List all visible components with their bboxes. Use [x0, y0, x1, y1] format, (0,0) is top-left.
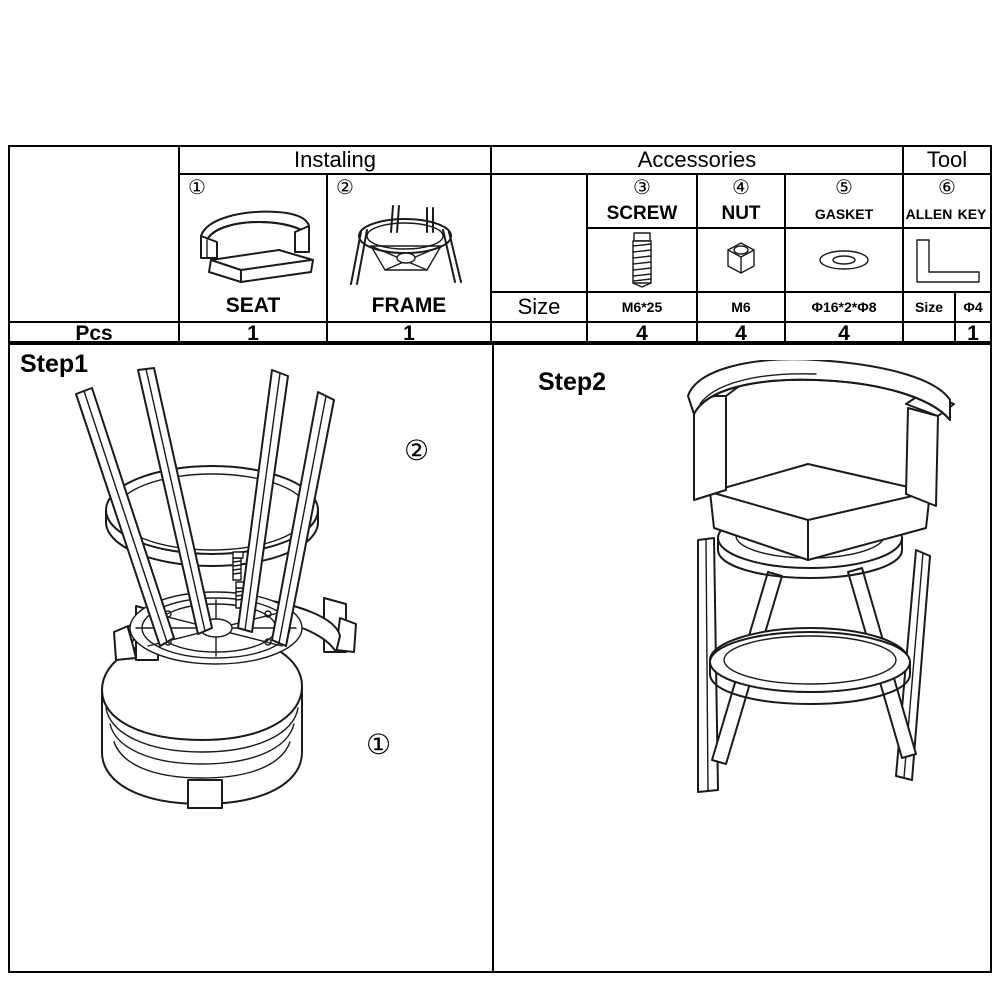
accessory-index-1: ③ — [588, 175, 698, 201]
allen-key-cell — [904, 229, 990, 291]
size-label: Size — [492, 291, 588, 321]
tool-size-value: Φ4 — [956, 291, 990, 321]
accessory-name-3: GASKET — [786, 201, 904, 229]
step1-label: Step1 — [20, 350, 89, 378]
tool-qty: 1 — [956, 321, 990, 345]
tool-header: Tool — [904, 147, 990, 175]
accessories-qty-blank — [492, 321, 588, 345]
screw-cell — [588, 229, 698, 291]
nut-cell — [698, 229, 786, 291]
accessory-index-2: ④ — [698, 175, 786, 201]
step-divider-vertical — [492, 343, 494, 973]
gasket-icon — [816, 245, 872, 275]
pcs-label: Pcs — [10, 321, 180, 345]
accessory-index-3: ⑤ — [786, 175, 904, 201]
nut-icon — [720, 238, 762, 282]
installing-left-blank — [10, 175, 180, 321]
step2-label: Step2 — [538, 368, 607, 396]
accessory-qty-1: 4 — [588, 321, 698, 345]
step1-marker-seat: ① — [366, 729, 392, 760]
step1-marker-frame: ② — [404, 435, 430, 466]
screw-icon — [622, 231, 662, 289]
accessories-left-border — [492, 175, 588, 291]
accessories-header: Accessories — [492, 147, 904, 175]
part-name-1: SEAT — [180, 291, 328, 321]
frame-icon — [331, 202, 487, 290]
seat-part-cell — [180, 201, 328, 291]
accessory-name-2: NUT — [698, 201, 786, 229]
tool-name-allen: ALLEN — [904, 201, 954, 229]
installing-header: Instaling — [180, 147, 492, 175]
part-index-2: ② — [328, 175, 492, 201]
seat-icon — [183, 202, 323, 290]
part-name-2: FRAME — [328, 291, 492, 321]
step-divider-horizontal — [8, 343, 992, 345]
step1-illustration — [40, 360, 480, 820]
part-index-1: ① — [180, 175, 328, 201]
accessory-qty-2: 4 — [698, 321, 786, 345]
table-corner-blank — [10, 147, 180, 175]
step2-illustration — [510, 360, 980, 830]
part-pcs-1: 1 — [180, 321, 328, 345]
frame-part-cell — [328, 201, 492, 291]
allen-key-icon — [907, 232, 987, 288]
accessory-size-3: Φ16*2*Φ8 — [786, 291, 904, 321]
tool-name-key: KEY — [954, 201, 990, 229]
accessory-qty-3: 4 — [786, 321, 904, 345]
accessory-size-2: M6 — [698, 291, 786, 321]
accessory-size-1: M6*25 — [588, 291, 698, 321]
tool-size-label: Size — [904, 291, 956, 321]
part-pcs-2: 1 — [328, 321, 492, 345]
accessory-name-1: SCREW — [588, 201, 698, 229]
parts-accessories-table — [8, 145, 992, 343]
gasket-cell — [786, 229, 904, 291]
tool-qty-blank — [904, 321, 956, 345]
tool-index: ⑥ — [938, 177, 956, 199]
